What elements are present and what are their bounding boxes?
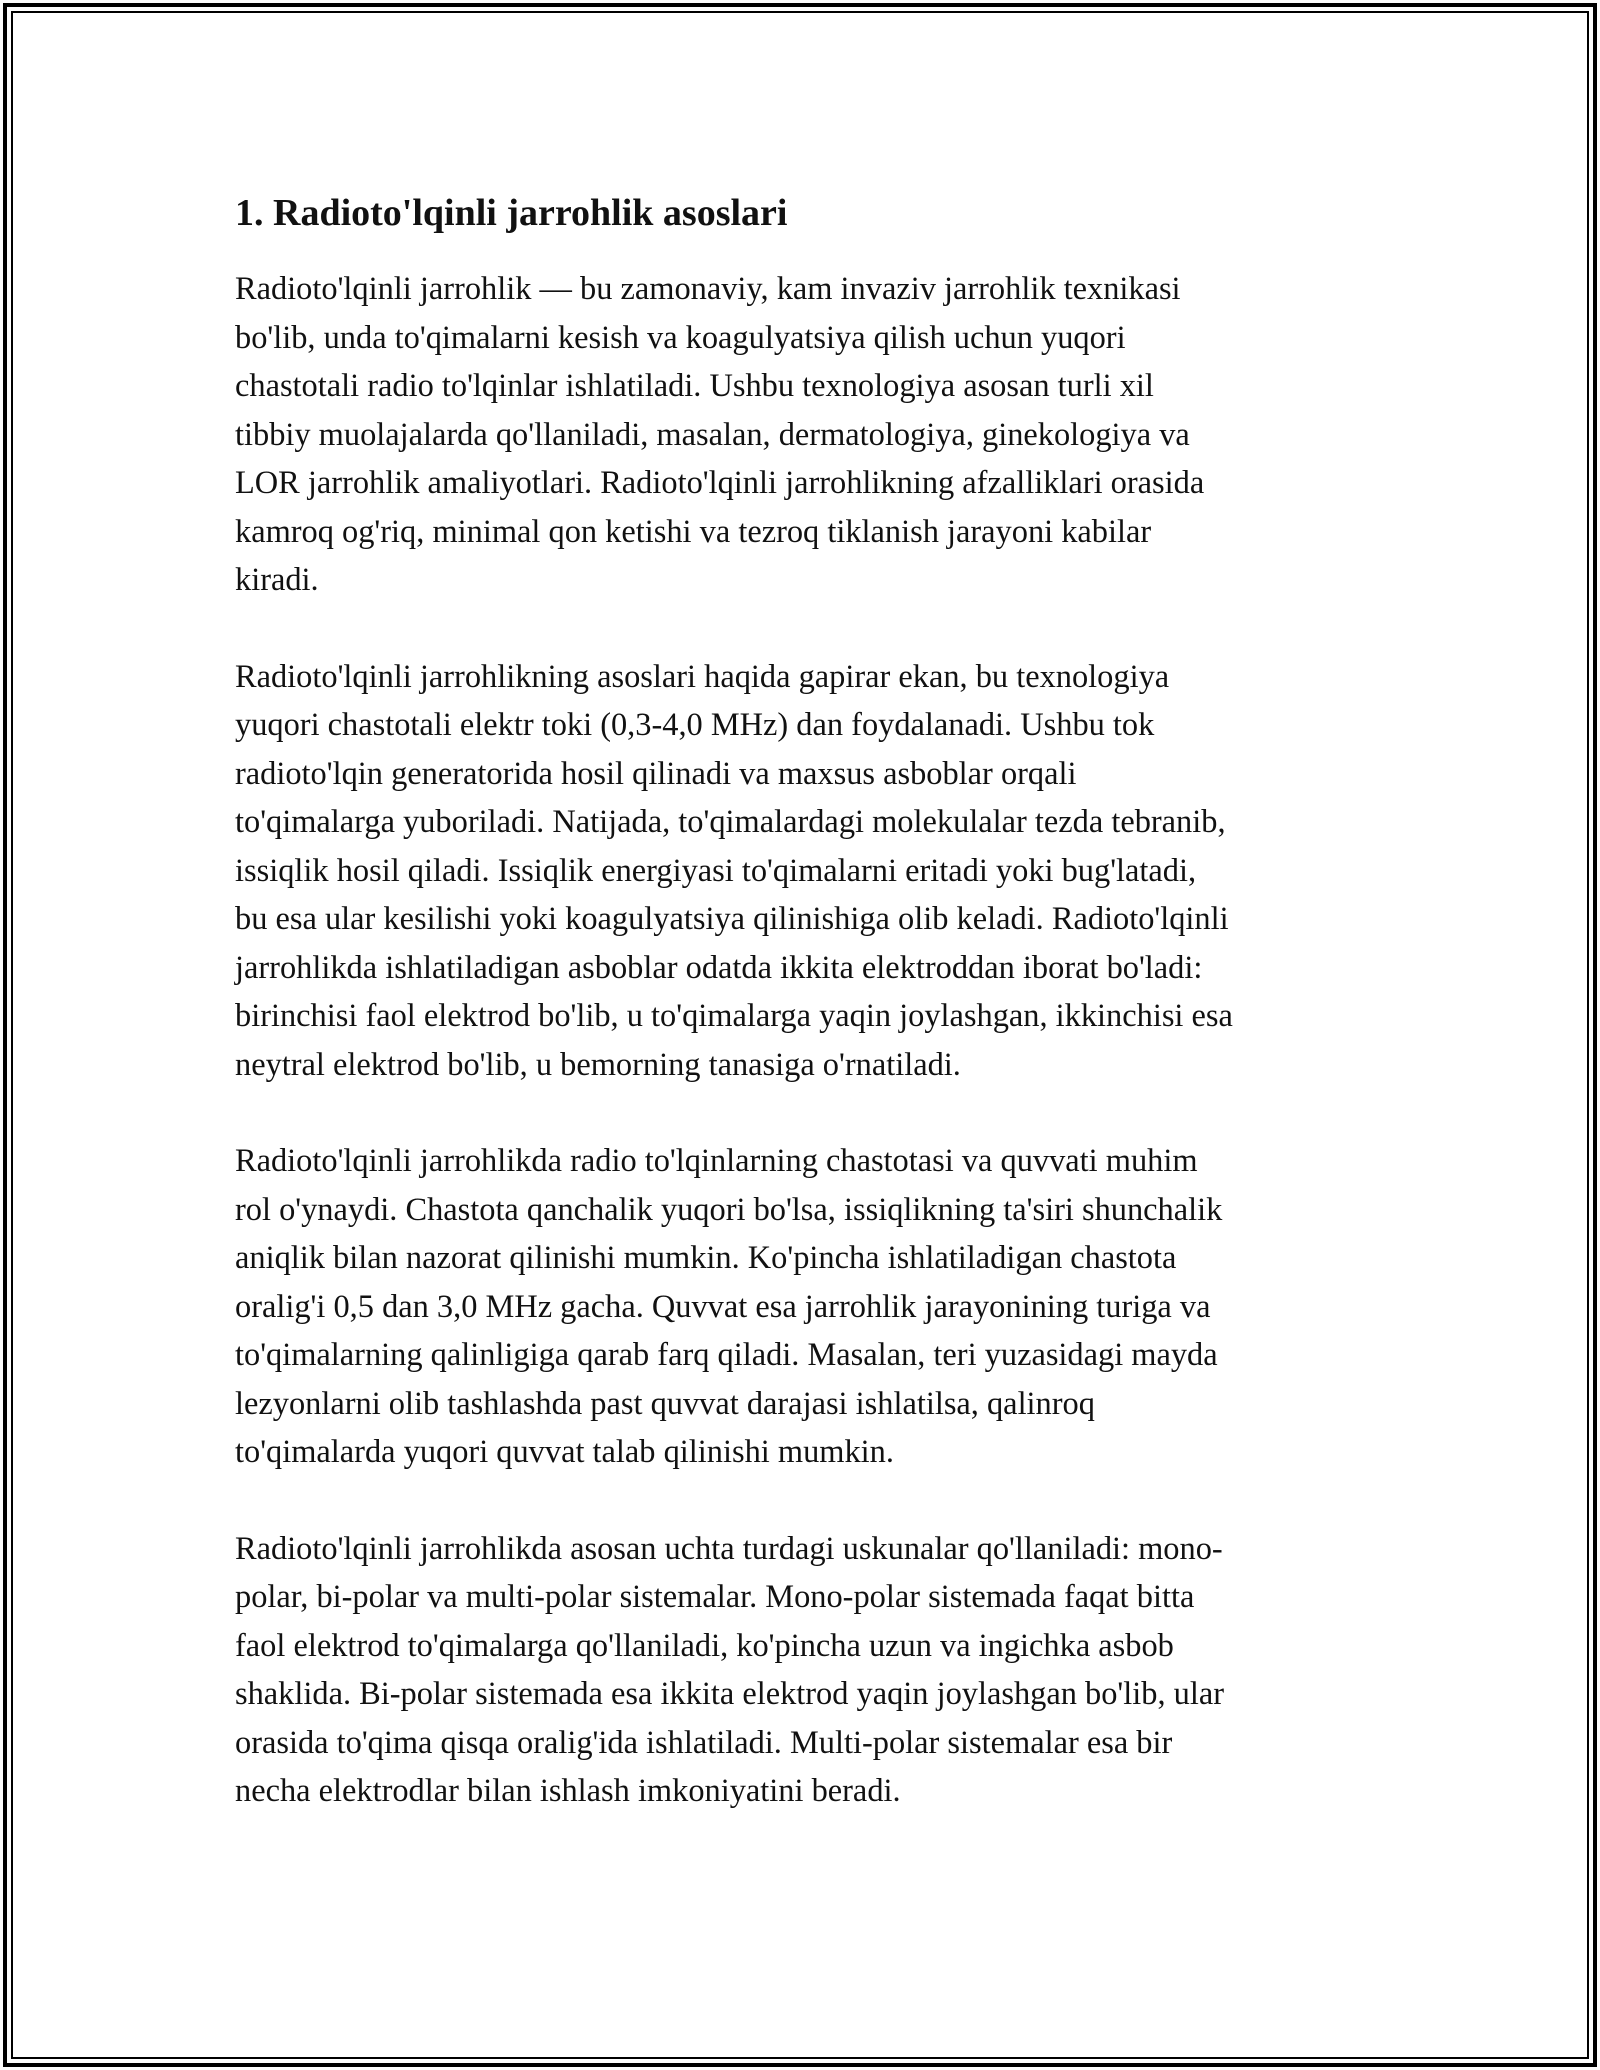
paragraph-basics: Radioto'lqinli jarrohlikning asoslari haqida gapirar ekan, bu texnologiya yuqori chastotali elektr toki (0,3-4,0 MHz) dan foydalanadi. Ushbu tok radioto'lqin generatorida hosil qilinadi va maxsus asboblar orqali to'qimalarga yuboriladi. Natijada, to'qimalardagi molekulalar tezda tebranib, issiqlik hosil qiladi. Issiqlik energiyasi to'qimalarni eritadi yoki bug'latadi, bu esa ular kesilishi yoki koagulyatsiya qilinishiga olib keladi. Radioto'lqinli jarrohlikda ishlatiladigan asboblar odatda ikkita elektroddan iborat bo'ladi: birinchisi faol elektrod bo'lib, u to'qimalarga yaqin joylashgan, ikkinchisi esa neytral elektrod bo'lib, u bemorning tanasiga o'rnatiladi. (235, 658, 1233, 1083)
paragraph-frequency-power: Radioto'lqinli jarrohlikda radio to'lqinlarning chastotasi va quvvati muhim rol o'ynaydi. Chastota qanchalik yuqori bo'lsa, issiqlikning ta'siri shunchalik aniqlik bilan nazorat qilinishi mumkin. Ko'pincha ishlatiladigan chastota oralig'i 0,5 dan 3,0 MHz gacha. Quvvat esa jarrohlik jarayonining turiga va to'qimalarning qalinligiga qarab farq qiladi. Masalan, teri yuzasidagi mayda lezyonlarni olib tashlashda past quvvat darajasi ishlatilsa, qalinroq to'qimalarda yuqori quvvat talab qilinishi mumkin. (235, 1143, 1223, 1470)
paragraph-equipment-types: Radioto'lqinli jarrohlikda asosan uchta turdagi uskunalar qo'llaniladi: mono- polar, bi-polar va multi-polar sistemalar. Mono-polar sistemada faqat bitta faol elektrod to'qimalarga qo'llaniladi, ko'pincha uzun va ingichka asbob shaklida. Bi-polar sistemada esa ikkita elektrod yaqin joylashgan bo'lib, ular orasida to'qima qisqa oralig'ida ishlatiladi. Multi-polar sistemalar esa bir necha elektrodlar bilan ishlash imkoniyatini beradi. (235, 1530, 1225, 1809)
section-title: 1. Radioto'lqinli jarrohlik asoslari (235, 192, 788, 234)
paragraph-introduction: Radioto'lqinli jarrohlik — bu zamonaviy, kam invaziv jarrohlik texnikasi bo'lib, unda to'qimalarni kesish va koagulyatsiya qilish uchun yuqori chastotali radio to'lqinlar ishlatiladi. Ushbu texnologiya asosan turli xil tibbiy muolajalarda qo'llaniladi, masalan, dermatologiya, ginekologiya va LOR jarrohlik amaliyotlari. Radioto'lqinli jarrohlikning afzalliklari orasida kamroq og'riq, minimal qon ketishi va tezroq tiklanish jarayoni kabilar kiradi. (235, 271, 1205, 598)
document-body (235, 185, 1370, 1816)
